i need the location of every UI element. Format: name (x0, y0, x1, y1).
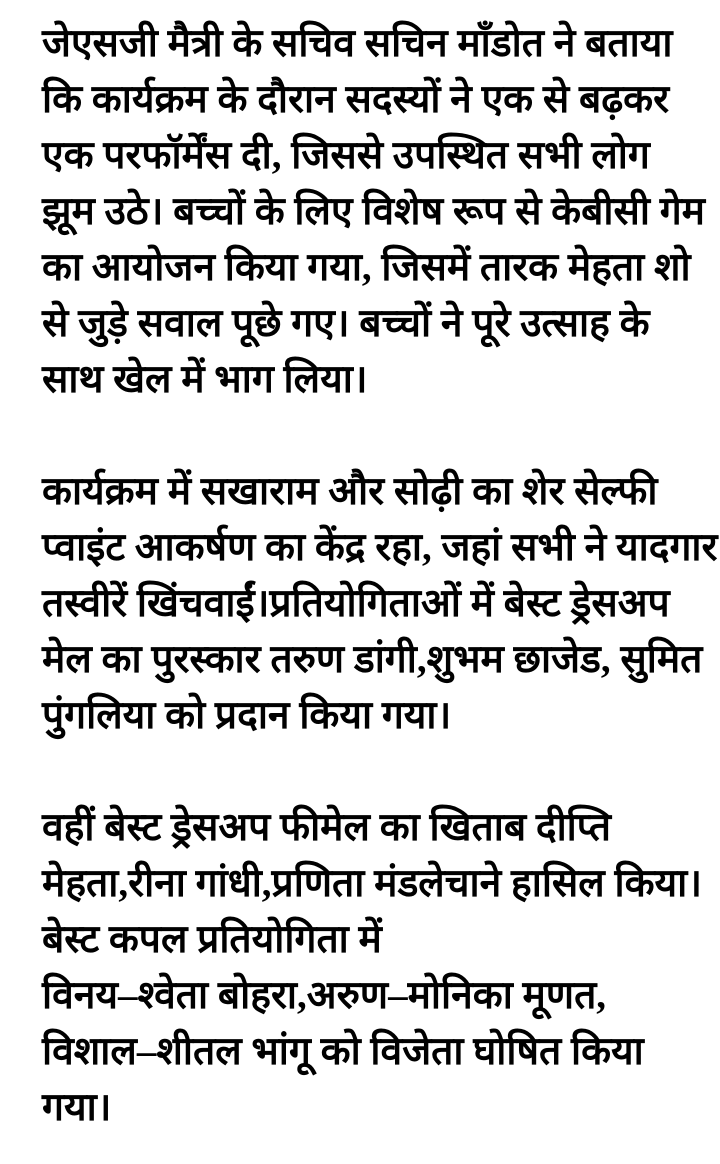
text-line: का आयोजन किया गया, जिसमें तारक मेहता शो (42, 246, 691, 289)
text-line: पुंगलिया को प्रदान किया गया। (42, 694, 452, 737)
text-line: विनय–श्वेता बोहरा,अरुण–मोनिका मूणत, (42, 974, 607, 1017)
text-line: साथ खेल में भाग लिया। (42, 358, 368, 401)
text-line: बेस्ट कपल प्रतियोगिता में (42, 918, 382, 961)
text-line: तस्वीरें खिंचवाईं।प्रतियोगिताओं में बेस्ट ड्रेसअप (42, 582, 670, 625)
text-line: एक परफॉर्मेंस दी, जिससे उपस्थित सभी लोग (42, 134, 650, 177)
text-line: झूम उठे। बच्चों के लिए विशेष रूप से केबीसी गेम (42, 190, 706, 233)
paragraph-performance (42, 16, 706, 408)
text-line: वहीं बेस्ट ड्रेसअप फीमेल का खिताब दीप्ति (42, 806, 612, 849)
text-line: विशाल–शीतल भांगू को विजेता घोषित किया (42, 1030, 644, 1073)
text-line: कि कार्यक्रम के दौरान सदस्यों ने एक से बढ़कर (42, 78, 670, 121)
paragraph-selfie-point (42, 464, 718, 744)
text-line: मेल का पुरस्कार तरुण डांगी,शुभम छाजेड, सुमित (42, 638, 703, 681)
text-line: जेएसजी मैत्री के सचिव सचिन माँडोत ने बताया (42, 22, 673, 65)
text-line: मेहता,रीना गांधी,प्रणिता मंडलेचाने हासिल किया। (42, 862, 703, 905)
text-line: गया। (42, 1086, 112, 1129)
paragraph-winners (42, 800, 703, 1136)
text-line: कार्यक्रम में सखाराम और सोढ़ी का शेर सेल्फी (42, 470, 658, 513)
text-line: से जुड़े सवाल पूछे गए। बच्चों ने पूरे उत्साह के (42, 302, 650, 345)
text-line: प्वाइंट आकर्षण का केंद्र रहा, जहां सभी ने यादगार (42, 526, 718, 569)
